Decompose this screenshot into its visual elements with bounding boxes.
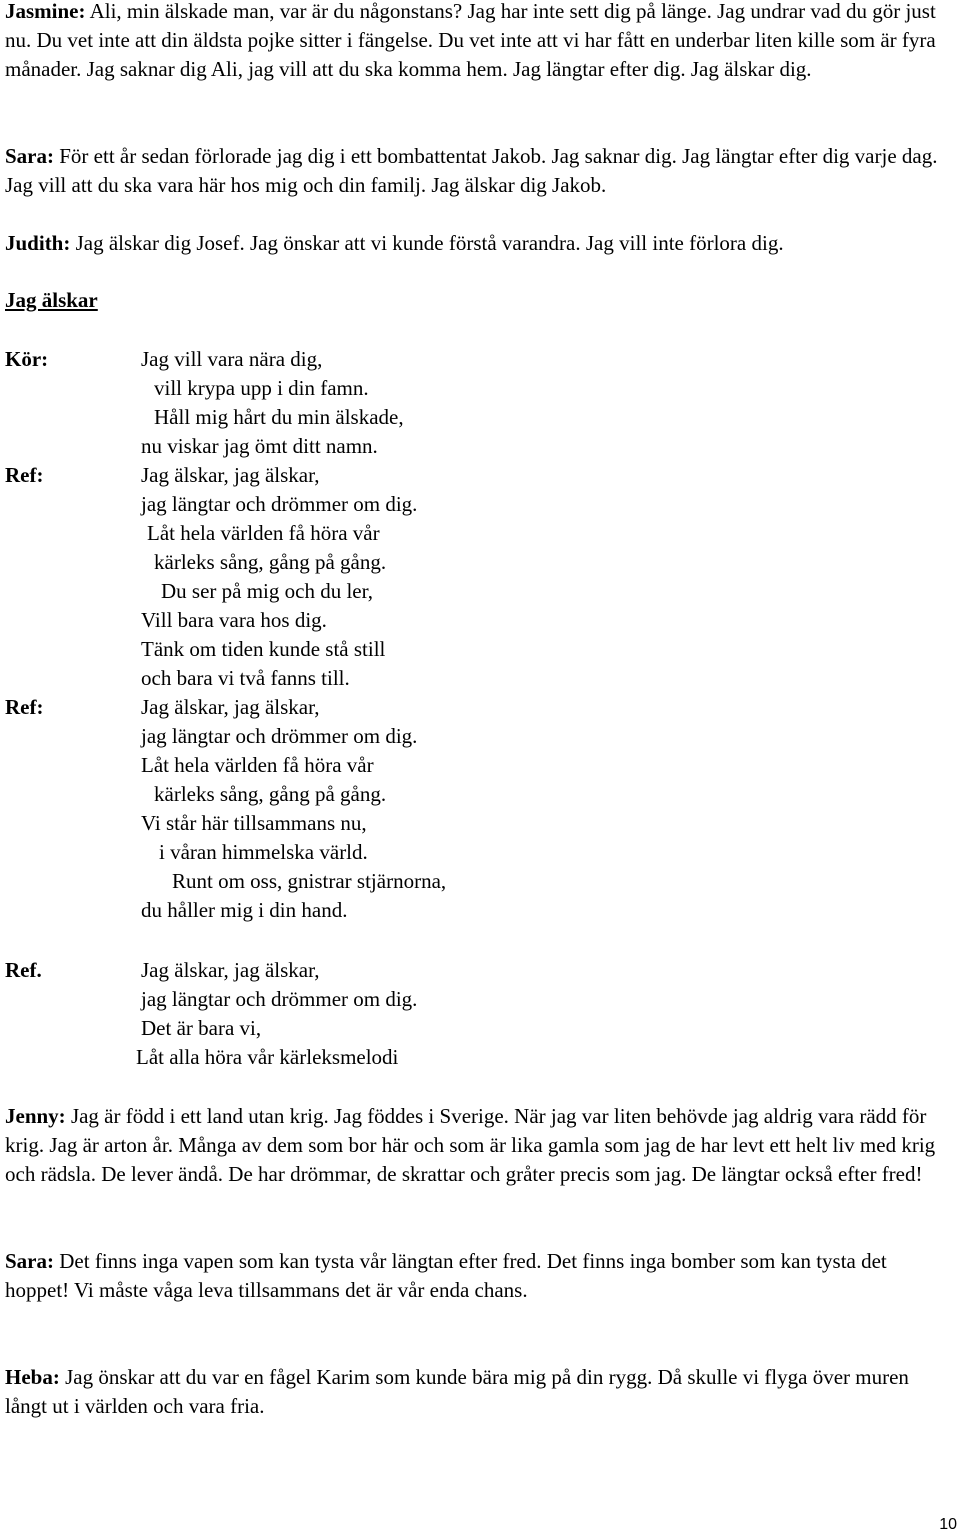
lyric-line: Jag älskar, jag älskar, — [141, 958, 320, 982]
paragraph-jasmine — [5, 0, 945, 84]
lyric-line: Runt om oss, gnistrar stjärnorna, — [172, 869, 447, 893]
lyric-line: du håller mig i din hand. — [141, 898, 348, 922]
paragraph-heba — [5, 1363, 945, 1421]
lyric-line: Låt hela världen få höra vår — [141, 753, 374, 777]
page-number: 10 — [939, 1516, 957, 1533]
paragraph-text: Jag önskar att du var en fågel Karim som kunde bära mig på din rygg. Då skulle vi flyga över muren långt ut i världen och vara fria. — [5, 1365, 909, 1418]
lyric-line: kärleks sång, gång på gång. — [154, 782, 387, 806]
song-label-refrain: Ref: — [5, 463, 44, 487]
speaker-name: Judith: — [5, 231, 71, 255]
lyric-line: jag längtar och drömmer om dig. — [141, 492, 418, 516]
lyric-line: Tänk om tiden kunde stå still — [141, 637, 386, 661]
lyric-line: i våran himmelska värld. — [159, 840, 368, 864]
lyric-line: Låt hela världen få höra vår — [147, 521, 380, 545]
paragraph-text: Jag är född i ett land utan krig. Jag föddes i Sverige. När jag var liten behövde jag aldrig vara rädd för krig. Jag är arton år. Många av dem som bor här och som är lika gamla som jag de har levt ett helt liv med krig och rädsla. De lever ändå. De har drömmar, de skrattar och gråter precis som jag. De längtar också efter fred! — [5, 1104, 936, 1186]
speaker-name: Jenny: — [5, 1104, 66, 1128]
speaker-name: Heba: — [5, 1365, 60, 1389]
speaker-name: Jasmine: — [5, 0, 86, 23]
lyric-line: Vill bara vara hos dig. — [141, 608, 327, 632]
paragraph-text: För ett år sedan förlorade jag dig i ett bombattentat Jakob. Jag saknar dig. Jag längtar efter dig varje dag. Jag vill att du ska vara här hos mig och din familj. Jag älskar dig Jakob. — [5, 144, 938, 197]
paragraph-sara-2 — [5, 1247, 945, 1305]
lyric-line: Jag älskar, jag älskar, — [141, 463, 320, 487]
lyric-line: kärleks sång, gång på gång. — [154, 550, 387, 574]
lyric-line: jag längtar och drömmer om dig. — [141, 724, 418, 748]
speaker-name: Sara: — [5, 1249, 54, 1273]
song-label-chorus: Kör: — [5, 347, 49, 371]
paragraph-jenny — [5, 1102, 945, 1189]
lyric-line: Jag vill vara nära dig, — [141, 347, 323, 371]
lyric-line: Det är bara vi, — [141, 1016, 262, 1040]
paragraph-sara — [5, 142, 945, 200]
paragraph-text: Jag älskar dig Josef. Jag önskar att vi kunde förstå varandra. Jag vill inte förlora dig. — [70, 231, 784, 255]
song-title: Jag älskar — [5, 288, 98, 312]
lyric-line: nu viskar jag ömt ditt namn. — [141, 434, 378, 458]
song-label-refrain: Ref: — [5, 695, 44, 719]
speaker-name: Sara: — [5, 144, 54, 168]
song-label-refrain: Ref. — [5, 958, 42, 982]
lyric-line: Vi står här tillsammans nu, — [141, 811, 367, 835]
lyric-line: Jag älskar, jag älskar, — [141, 695, 320, 719]
paragraph-judith — [5, 229, 945, 258]
lyric-line: Du ser på mig och du ler, — [161, 579, 374, 603]
paragraph-text: Ali, min älskade man, var är du någonstans? Jag har inte sett dig på länge. Jag undrar vad du gör just nu. Du vet inte att din äldsta pojke sitter i fängelse. Du vet inte att vi har fått en underbar liten kille som är fyra månader. Jag saknar dig Ali, jag vill att du ska komma hem. Jag längtar efter dig. Jag älskar dig. — [5, 0, 936, 81]
lyric-line: vill krypa upp i din famn. — [154, 376, 369, 400]
lyric-line: och bara vi två fanns till. — [141, 666, 350, 690]
lyric-line: jag längtar och drömmer om dig. — [141, 987, 418, 1011]
lyric-line: Håll mig hårt du min älskade, — [154, 405, 404, 429]
lyric-line: Låt alla höra vår kärleksmelodi — [136, 1045, 399, 1069]
paragraph-text: Det finns inga vapen som kan tysta vår längtan efter fred. Det finns inga bomber som kan tysta det hoppet! Vi måste våga leva tillsammans det är vår enda chans. — [5, 1249, 887, 1302]
